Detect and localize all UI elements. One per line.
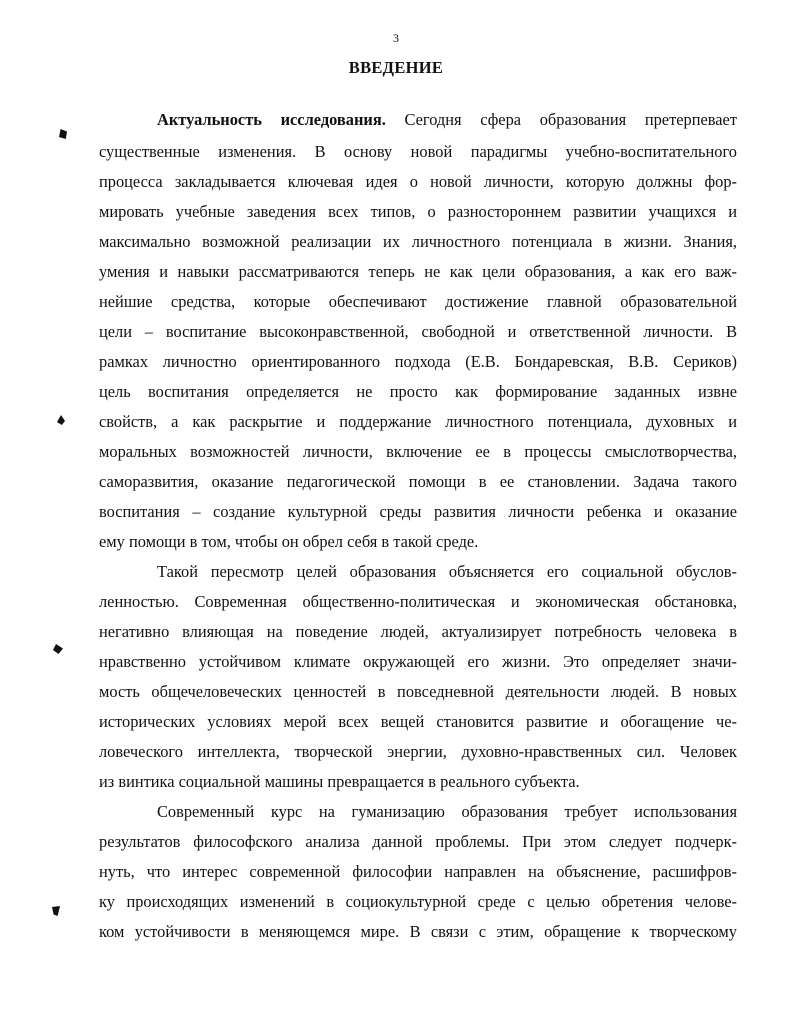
paragraph-line: цели – воспитание высоконравственной, свободной и ответственной личности. В [99,322,737,341]
paragraph-line: процесса закладывается ключевая идея о новой личности, которую должны фор- [99,172,737,191]
paragraph-line: ку происходящих изменений в социокультурной среде с целью обретения челове- [99,892,737,911]
paragraph-line: рамках личностно ориентированного подхода (Е.В. Бондаревская, В.В. Сериков) [99,352,737,371]
paragraph-line: Современный курс на гуманизацию образования требует использования [157,802,737,821]
scan-mark [52,906,60,916]
paragraph-line: ленностью. Современная общественно-политическая и экономическая обстановка, [99,592,737,611]
paragraph-line: мость общечеловеческих ценностей в повседневной деятельности людей. В новых [99,682,737,701]
paragraph-line: умения и навыки рассматриваются теперь не как цели образования, а как его важ- [99,262,737,281]
paragraph-line: из винтика социальной машины превращается в реального субъекта. [99,772,580,791]
paragraph-line: ему помощи в том, чтобы он обрел себя в такой среде. [99,532,479,551]
page-number: 3 [393,31,399,45]
paragraph-line: негативно влияющая на поведение людей, актуализирует потребность человека в [99,622,737,641]
scan-mark [57,415,65,425]
paragraph-line: Такой пересмотр целей образования объясняется его социальной обуслов- [157,562,737,581]
paragraph-line: нуть, что интерес современной философии направлен на объяснение, расшифров- [99,862,737,881]
paragraph-line: цель воспитания определяется не просто как формирование заданных извне [99,382,737,401]
paragraph-line: ловеческого интеллекта, творческой энергии, духовно-нравственных сил. Человек [99,742,737,761]
paragraph-line: существенные изменения. В основу новой парадигмы учебно-воспитательного [99,142,737,161]
scan-mark [53,644,63,654]
scan-mark [59,129,67,139]
paragraph-line [157,110,737,130]
paragraph-line: воспитания – создание культурной среды развития личности ребенка и оказание [99,502,737,521]
paragraph-line: нейшие средства, которые обеспечивают достижение главной образовательной [99,292,737,311]
paragraph-line: свойств, а как раскрытие и поддержание личностного потенциала, духовных и [99,412,737,431]
paragraph-line: саморазвития, оказание педагогической помощи в ее становлении. Задача такого [99,472,737,491]
paragraph-line: результатов философского анализа данной проблемы. При этом следует подчерк- [99,832,737,851]
paragraph-text: Сегодня сфера образования претерпевает [385,110,737,129]
paragraph-line: мировать учебные заведения всех типов, о разностороннем развитии учащихся и [99,202,737,221]
paragraph-line: максимально возможной реализации их личностного потенциала в жизни. Знания, [99,232,737,251]
section-lead: Актуальность исследования. [157,110,386,129]
paragraph-line: исторических условиях мерой всех вещей становится развитие и обогащение че- [99,712,737,731]
paragraph-line: моральных возможностей личности, включение ее в процессы смыслотворчества, [99,442,737,461]
paragraph-line: ком устойчивости в меняющемся мире. В связи с этим, обращение к творческому [99,922,737,941]
paragraph-line: нравственно устойчивом климате окружающей его жизни. Это определяет значи- [99,652,737,671]
page-title: ВВЕДЕНИЕ [348,58,444,77]
